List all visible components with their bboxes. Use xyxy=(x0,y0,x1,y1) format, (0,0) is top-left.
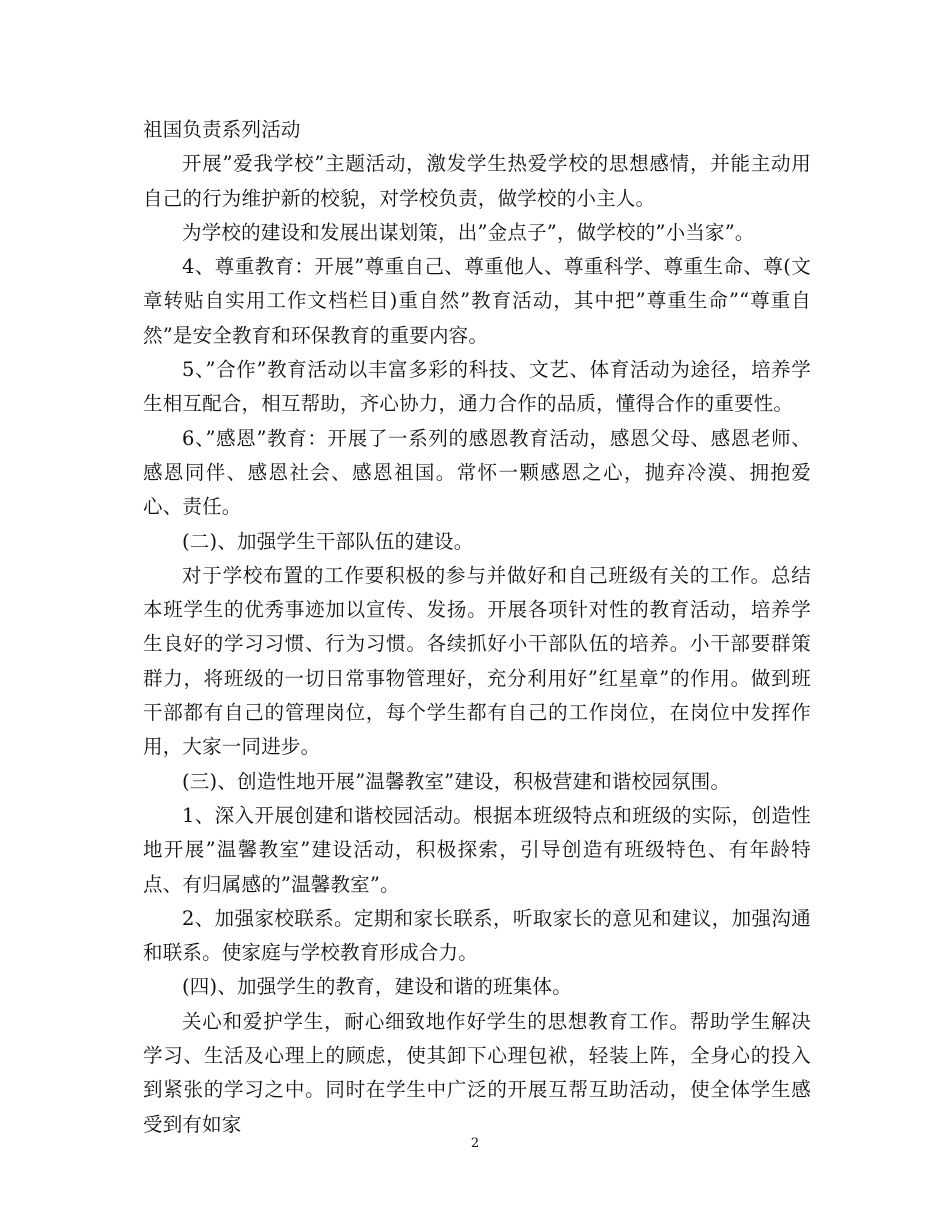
paragraph-8: 对于学校布置的工作要积极的参与并做好和自己班级有关的工作。总结本班学生的优秀事迹加以宣传、发扬。开展各项针对性的教育活动，培养学生良好的学习习惯、行为习惯。各续抓好小干部队伍的培养。小干部要群策群力，将班级的一切日常事物管理好，充分利用好”红星章”的作用。做到班干部都有自己的管理岗位，每个学生都有自己的工作岗位，在岗位中发挥作用，大家一同进步。 xyxy=(143,563,811,759)
paragraph-1: 祖国负责系列活动 xyxy=(143,118,301,141)
paragraph-11: 2、加强家校联系。定期和家长联系，听取家长的意见和建议，加强沟通和联系。使家庭与学校教育形成合力。 xyxy=(143,906,811,965)
paragraph-10: 1、深入开展创建和谐校园活动。根据本班级特点和班级的实际，创造性地开展”温馨教室”建设活动，积极探索，引导创造有班级特色、有年龄特点、有归属感的”温馨教室”。 xyxy=(143,803,811,896)
document-body xyxy=(143,113,811,1142)
paragraph-5: 5、”合作”教育活动以丰富多彩的科技、文艺、体育活动为途径，培养学生相互配合，相互帮助，齐心协力，通力合作的品质，懂得合作的重要性。 xyxy=(143,358,811,416)
paragraph-4: 4、尊重教育：开展”尊重自己、尊重他人、尊重科学、尊重生命、尊(文章转贴自实用工作文档栏目)重自然”教育活动，其中把”尊重生命”“尊重自然”是安全教育和环保教育的重要内容。 xyxy=(143,255,811,347)
paragraph-3: 为学校的建设和发展出谋划策，出”金点子”，做学校的”小当家”。 xyxy=(182,220,755,244)
section-heading-4: (四)、加强学生的教育，建设和谐的班集体。 xyxy=(182,975,572,999)
section-heading-3: (三)、创造性地开展”温馨教室”建设，积极营建和谐校园氛围。 xyxy=(182,769,731,793)
page-number: 2 xyxy=(470,1136,480,1151)
paragraph-2: 开展”爱我学校”主题活动，激发学生热爱学校的思想感情，并能主动用自己的行为维护新的校貌，对学校负责，做学校的小主人。 xyxy=(143,152,811,210)
paragraph-13: 关心和爱护学生，耐心细致地作好学生的思想教育工作。帮助学生解决学习、生活及心理上的顾虑，使其卸下心理包袱，轻装上阵，全身心的投入到紧张的学习之中。同时在学生中广泛的开展互帮互助活动，使全体学生感受到有如家 xyxy=(143,1009,811,1136)
paragraph-6: 6、”感恩”教育：开展了一系列的感恩教育活动，感恩父母、感恩老师、感恩同伴、感恩社会、感恩祖国。常怀一颗感恩之心，抛弃冷漠、拥抱爱心、责任。 xyxy=(143,426,811,519)
section-heading-2: (二)、加强学生干部队伍的建设。 xyxy=(182,529,474,553)
